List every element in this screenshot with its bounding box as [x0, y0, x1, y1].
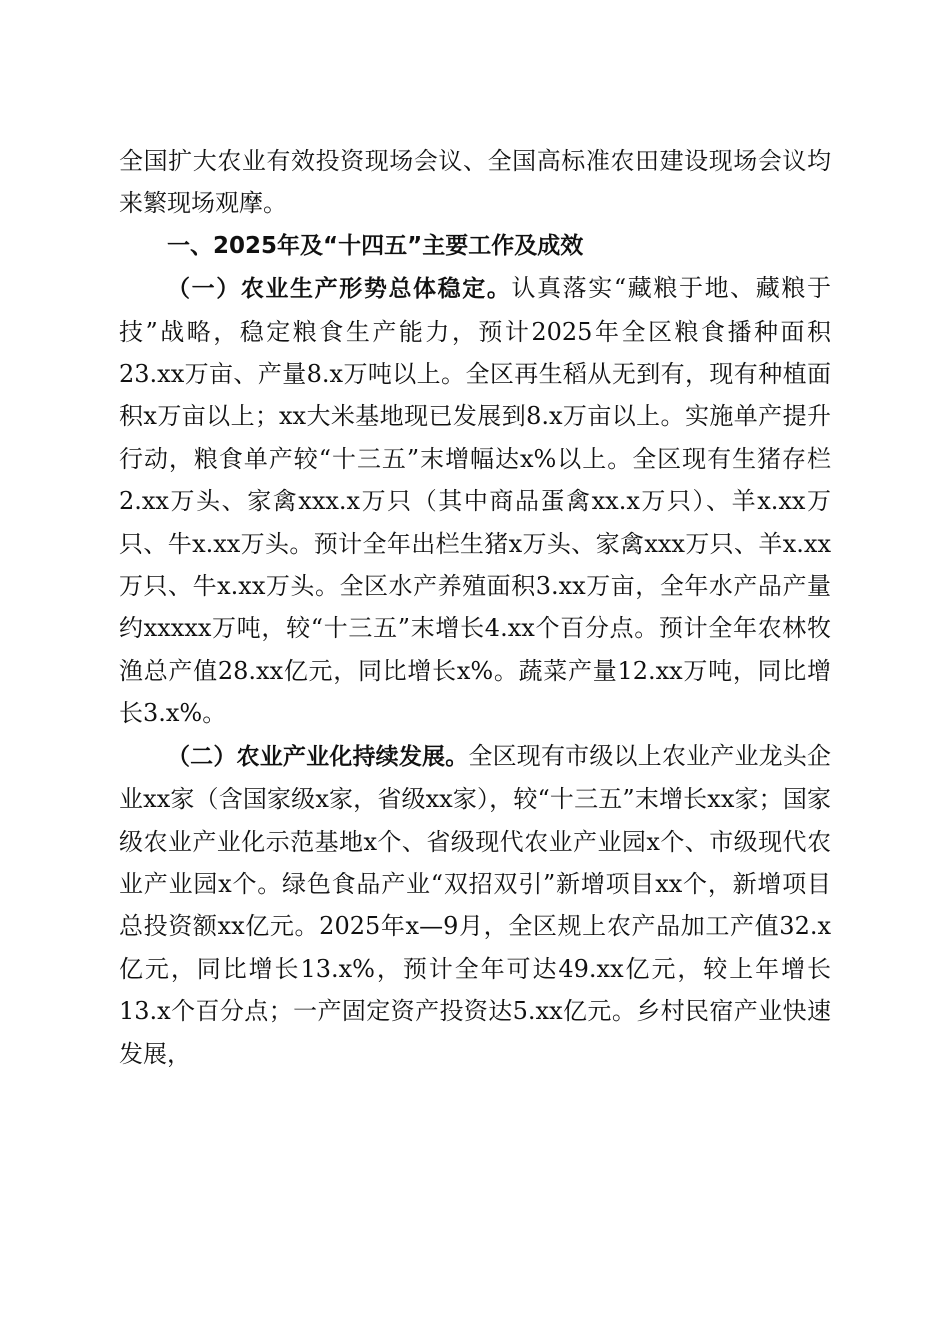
paragraph-lead: （一）农业生产形势总体稳定。	[167, 276, 512, 303]
section-heading: 一、2025年及“十四五”主要工作及成效	[167, 232, 584, 259]
paragraph-agricultural-industrialization	[119, 735, 831, 1075]
document-body	[119, 140, 831, 1075]
intro-paragraph: 全国扩大农业有效投资现场会议、全国高标准农田建设现场会议均来繁现场观摩。	[119, 147, 831, 218]
paragraph-text: 认真落实“藏粮于地、藏粮于技”战略，稳定粮食生产能力，预计2025年全区粮食播种面积23.xx万亩、产量8.x万吨以上。全区再生稻从无到有，现有种植面积x万亩以上；xx大米基地现已发展到8.x万亩以上。实施单产提升行动，粮食单产较“十三五”末增幅达x%以上。全区现有生猪存栏2.xx万头、家禽xxx.x万只（其中商品蛋禽xx.x万只）、羊x.xx万只、牛x.xx万头。预计全年出栏生猪x万头、家禽xxx万只、羊x.xx万只、牛x.xx万头。全区水产养殖面积3.xx万亩，全年水产品产量约xxxxx万吨，较“十三五”末增长4.xx个百分点。预计全年农林牧渔总产值28.xx亿元，同比增长x%。蔬菜产量12.xx万吨，同比增长3.x%。	[119, 274, 831, 728]
paragraph-lead: （二）农业产业化持续发展。	[167, 743, 469, 770]
paragraph-agricultural-production	[119, 267, 831, 734]
paragraph-text: 全区现有市级以上农业产业龙头企业xx家（含国家级x家，省级xx家），较“十三五”末增长xx家；国家级农业产业化示范基地x个、省级现代农业产业园x个、市级现代农业产业园x个。绿色食品产业“双招双引”新增项目xx个，新增项目总投资额xx亿元。2025年x—9月，全区规上农产品加工产值32.x亿元，同比增长13.x%，预计全年可达49.xx亿元，较上年增长13.x个百分点；一产固定资产投资达5.xx亿元。乡村民宿产业快速发展，	[119, 741, 832, 1068]
